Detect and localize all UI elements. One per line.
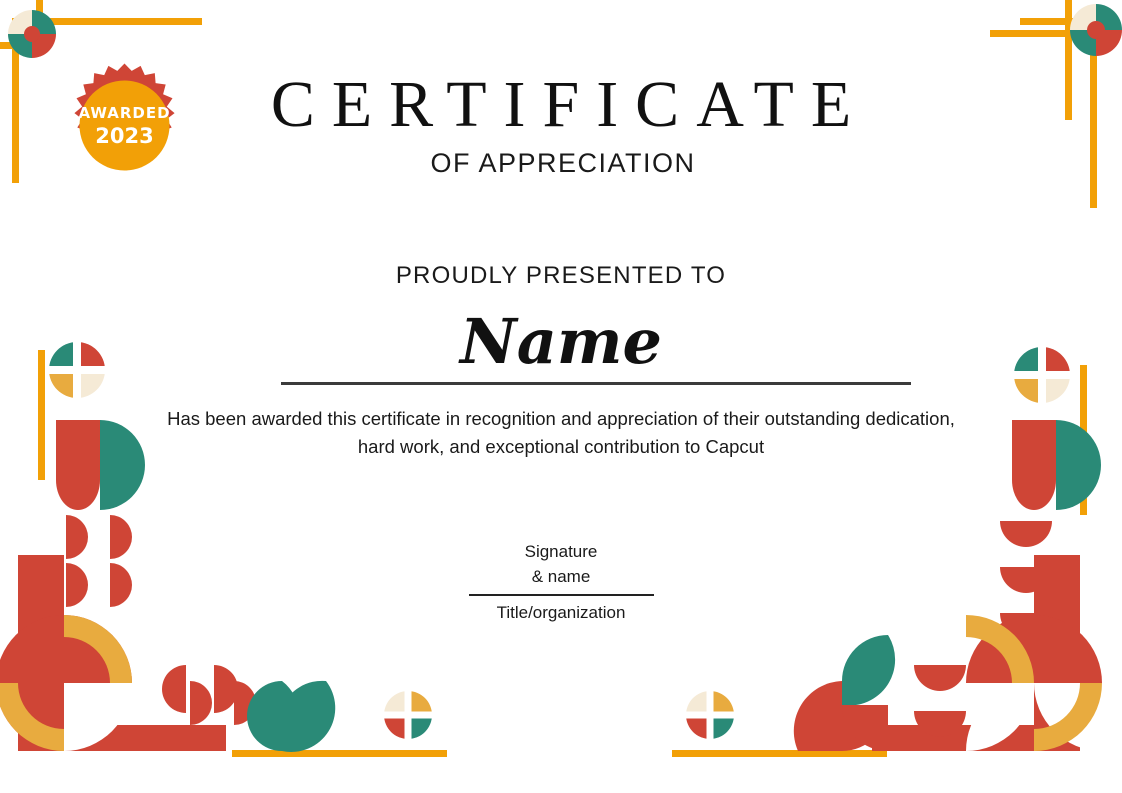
signature-title-label: Title/organization	[496, 602, 626, 622]
signature-block	[0, 540, 1122, 623]
signature-rule	[469, 594, 654, 596]
certificate-title: CERTIFICATE	[270, 68, 869, 141]
certificate-subtitle: OF APPRECIATION	[430, 148, 696, 178]
badge-label: AWARDED	[78, 103, 171, 122]
name-underline	[281, 382, 911, 385]
badge-year: 2023	[95, 123, 154, 148]
recipient-name: Name	[460, 305, 662, 378]
certificate-body-text: Has been awarded this certificate in recognition and appreciation of their outstanding dedication, hard work, and exceptional contribution to Capcut	[167, 408, 955, 457]
signature-name-label: & name	[531, 566, 591, 586]
signature-label: Signature	[524, 542, 598, 561]
title-block	[0, 68, 1122, 179]
presented-to-label: PROUDLY PRESENTED TO	[395, 262, 727, 289]
